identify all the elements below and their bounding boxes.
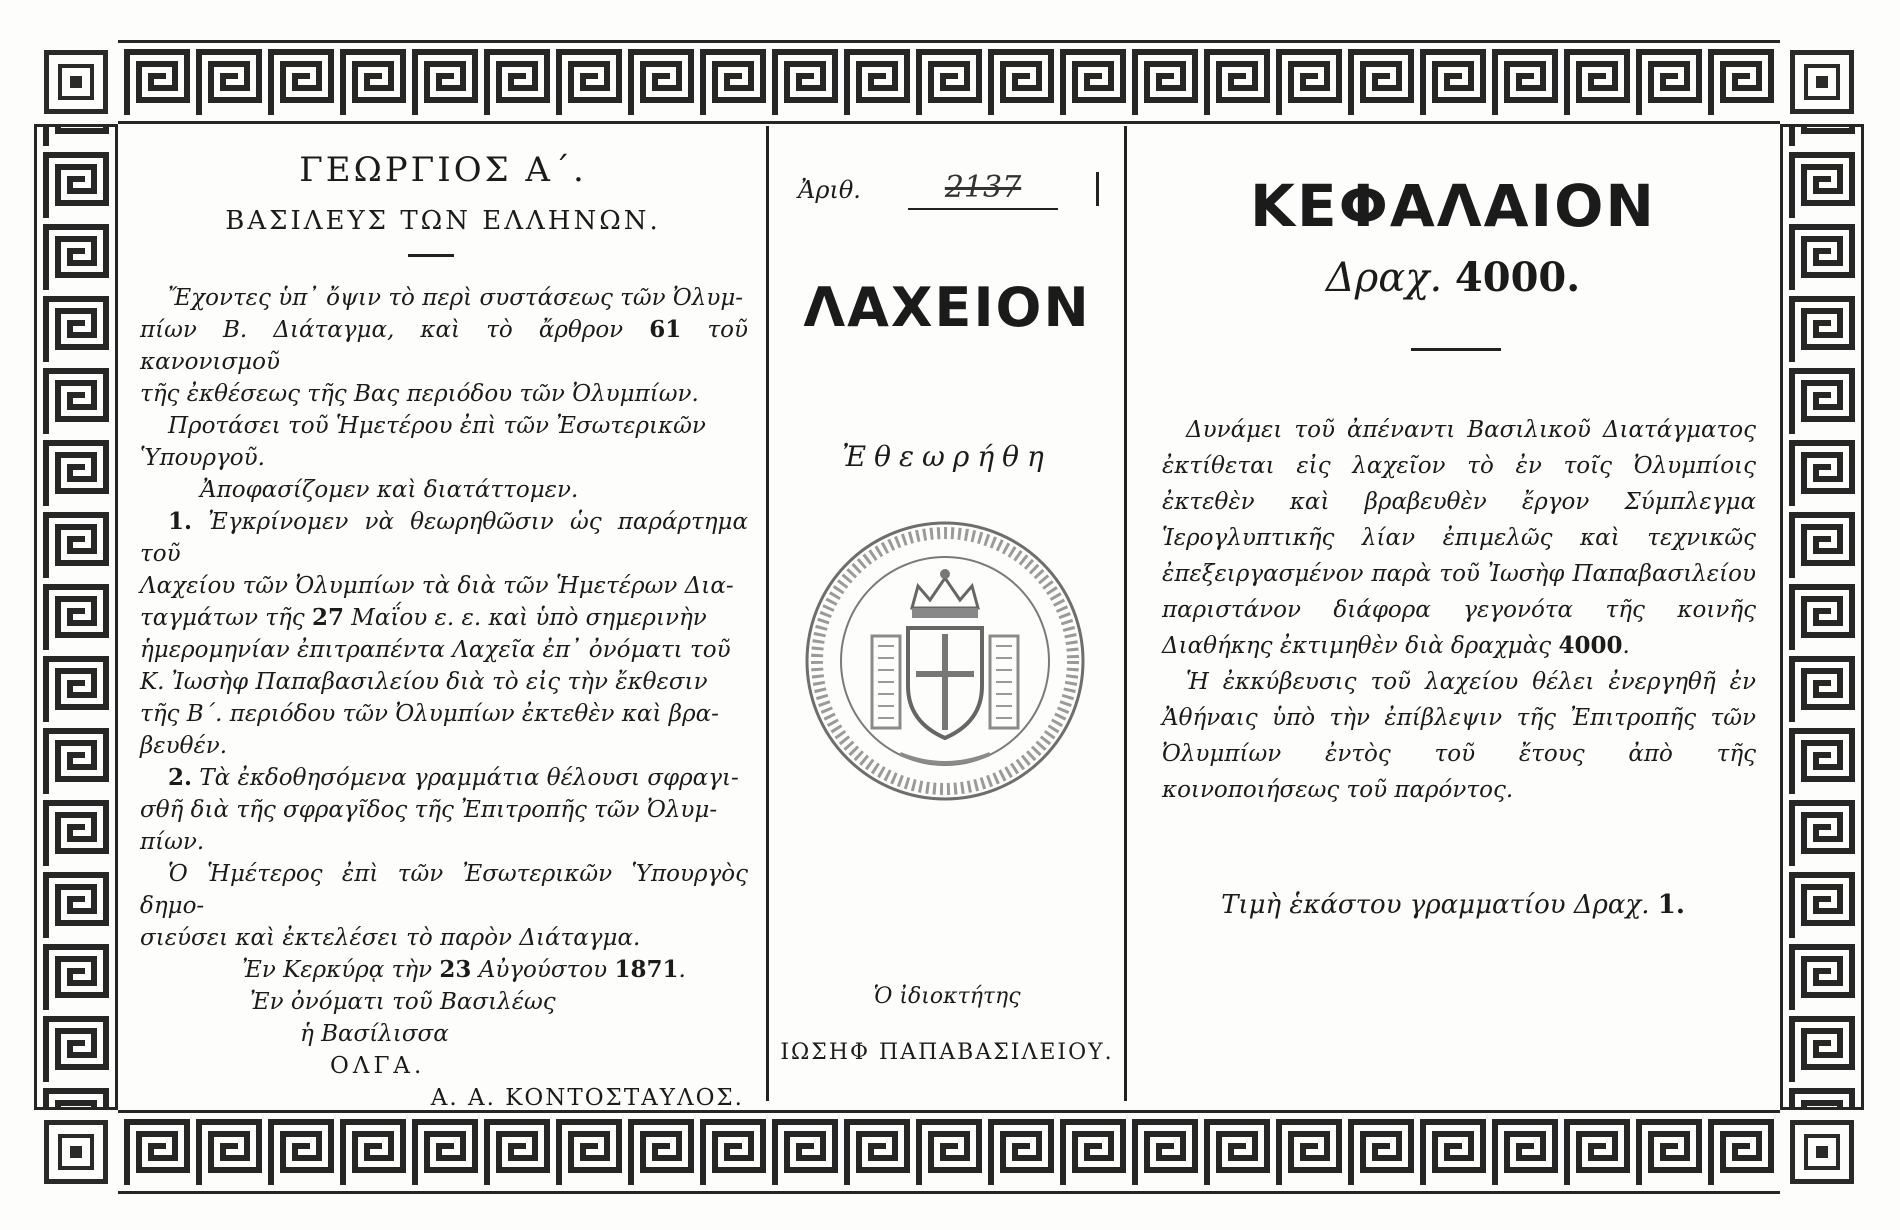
title-separator bbox=[408, 254, 454, 257]
description-paragraph: Δυνάμει τοῦ ἀπέναντι Βασιλικοῦ Διατάγματος ἐκτίθεται εἰς λαχεῖον τὸ ἐν τοῖς Ὀλυμπίοις ἐκτεθὲν καὶ βραβευθὲν ἔργον Σύμπλεγμα Ἱερογλυπτικῆς λίαν ἐπιμελῶς καὶ τεχνικῶς ἐπεξειργασμένον παρὰ τοῦ Ἰωσὴφ Παπαβασιλείου παριστάνον διάφορα γεγονότα τῆς κοινῆς Διαθήκης ἐκτιμηθὲν διὰ δραχμὰς 4000. bbox=[1162, 417, 1756, 659]
description-paragraph: Ἡ ἐκκύβευσις τοῦ λαχείου θέλει ἐνεργηθῆ ἐν Ἀθήναις ὑπὸ τὴν ἐπίβλεψιν τῆς Ἐπιτροπῆς τῶν Ὀλυμπίων ἐντὸς τοῦ ἔτους ἀπὸ τῆς κοινοποιήσεως τοῦ παρόντος. bbox=[1162, 669, 1756, 803]
signature-on-behalf: Ἐν ὀνόματι τοῦ Βασιλέως bbox=[250, 989, 556, 1015]
king-subtitle: ΒΑΣΙΛΕΥΣ ΤΩΝ ΕΛΛΗΝΩΝ. bbox=[225, 206, 661, 236]
ticket-price: Τιμὴ ἑκάστου γραμματίου Δραχ. 1. bbox=[1221, 890, 1685, 920]
signature-minister: Α. Α. ΚΟΝΤΟΣΤΑΥΛΟΣ. bbox=[430, 1085, 744, 1111]
corner-ornament-bottom-right bbox=[1780, 1110, 1864, 1194]
inspected-stamp-label: Ἐθεωρήθη bbox=[842, 440, 1052, 473]
ticket-number-rule bbox=[1096, 172, 1099, 206]
greek-key-border-right bbox=[1780, 124, 1864, 1110]
greek-key-border-left bbox=[34, 124, 118, 1110]
capital-value: 4000. bbox=[1454, 254, 1581, 301]
signature-queen: ΟΛΓΑ. bbox=[330, 1053, 426, 1079]
capital-separator bbox=[1411, 348, 1501, 351]
corner-ornament-bottom-left bbox=[34, 1110, 118, 1194]
corner-ornament-top-left bbox=[34, 40, 118, 124]
lottery-description bbox=[1162, 412, 1756, 808]
decree-line: σθῆ διὰ τῆς σφραγῖδος τῆς Ἐπιτροπῆς τῶν Ὀλυμ- bbox=[140, 797, 718, 823]
decree-line: 2. Τὰ ἐκδοθησόμενα γραμμάτια θέλουσι σφραγι- bbox=[168, 764, 739, 791]
decree-line: βευθέν. bbox=[140, 733, 228, 759]
decree-line: Λαχείου τῶν Ὀλυμπίων τὰ διὰ τῶν Ἡμετέρων Δια- bbox=[140, 573, 734, 599]
lottery-title: ΛΑΧΕΙΟΝ bbox=[803, 276, 1091, 339]
ticket-price-value: 1. bbox=[1657, 890, 1685, 920]
decree-line: πίων Β. Διάταγμα, καὶ τὸ ἄρθρον 61 τοῦ κανονισμοῦ bbox=[140, 316, 748, 375]
greek-key-border-bottom bbox=[34, 1110, 1864, 1194]
decree-line: σιεύσει καὶ ἐκτελέσει τὸ παρὸν Διάταγμα. bbox=[140, 925, 641, 951]
greek-key-border-top bbox=[34, 40, 1864, 124]
decree-line: Ἔχοντες ὑπ᾽ ὄψιν τὸ περὶ συστάσεως τῶν Ὀλυμ- bbox=[168, 285, 744, 311]
ticket-number-value: 2137 bbox=[908, 170, 1058, 210]
signature-queen-label: ἡ Βασίλισσα bbox=[300, 1021, 449, 1047]
decree-line: ταγμάτων τῆς 27 Μαΐου ε. ε. καὶ ὑπὸ σημερινὴν bbox=[140, 604, 707, 631]
decree-line: Ὁ Ἡμέτερος ἐπὶ τῶν Ἐσωτερικῶν Ὑπουργὸς δημο- bbox=[140, 861, 748, 919]
decree-line: Ἀποφασίζομεν καὶ διατάττομεν. bbox=[200, 477, 579, 503]
corner-ornament-top-right bbox=[1780, 40, 1864, 124]
capital-currency: Δραχ. bbox=[1325, 255, 1443, 301]
decree-line: τῆς ἐκθέσεως τῆς Βας περιόδου τῶν Ὀλυμπίων. bbox=[140, 381, 699, 407]
capital-title: ΚΕΦΑΛΑΙΟΝ bbox=[1250, 172, 1656, 240]
owner-label: Ὁ ἰδιοκτήτης bbox=[873, 984, 1021, 1009]
king-title: ΓΕΩΡΓΙΟΣ Α΄. bbox=[299, 150, 587, 190]
olympic-committee-seal-icon bbox=[800, 516, 1090, 806]
decree-line: τῆς Β΄. περιόδου τῶν Ὀλυμπίων ἐκτεθὲν καὶ βρα- bbox=[140, 701, 719, 727]
decree-line: πίων. bbox=[140, 829, 205, 855]
decree-line: Ὑπουργοῦ. bbox=[140, 445, 265, 471]
decree-line: Προτάσει τοῦ Ἡμετέρου ἐπὶ τῶν Ἐσωτερικῶν bbox=[168, 413, 706, 439]
decree-text bbox=[140, 282, 748, 1114]
capital-amount bbox=[1126, 254, 1780, 301]
decree-line: ἡμερομηνίαν ἐπιτραπέντα Λαχεῖα ἐπ᾽ ὀνόματι τοῦ bbox=[140, 637, 731, 663]
royal-decree-panel bbox=[118, 124, 768, 1110]
decree-date: Ἐν Κερκύρᾳ τὴν 23 Αὐγούστου 1871. bbox=[242, 956, 686, 983]
decree-line: Κ. Ἰωσὴφ Παπαβασιλείου διὰ τὸ εἰς τὴν ἔκθεσιν bbox=[140, 669, 708, 695]
owner-name: ΙΩΣΗΦ ΠΑΠΑΒΑΣΙΛΕΙΟΥ. bbox=[780, 1040, 1114, 1065]
ticket-number-label: Ἀριθ. bbox=[798, 176, 861, 204]
lottery-panel bbox=[768, 124, 1126, 1110]
capital-panel bbox=[1126, 124, 1780, 1110]
decree-line: 1. Ἐγκρίνομεν νὰ θεωρηθῶσιν ὡς παράρτημα τοῦ bbox=[140, 508, 748, 567]
